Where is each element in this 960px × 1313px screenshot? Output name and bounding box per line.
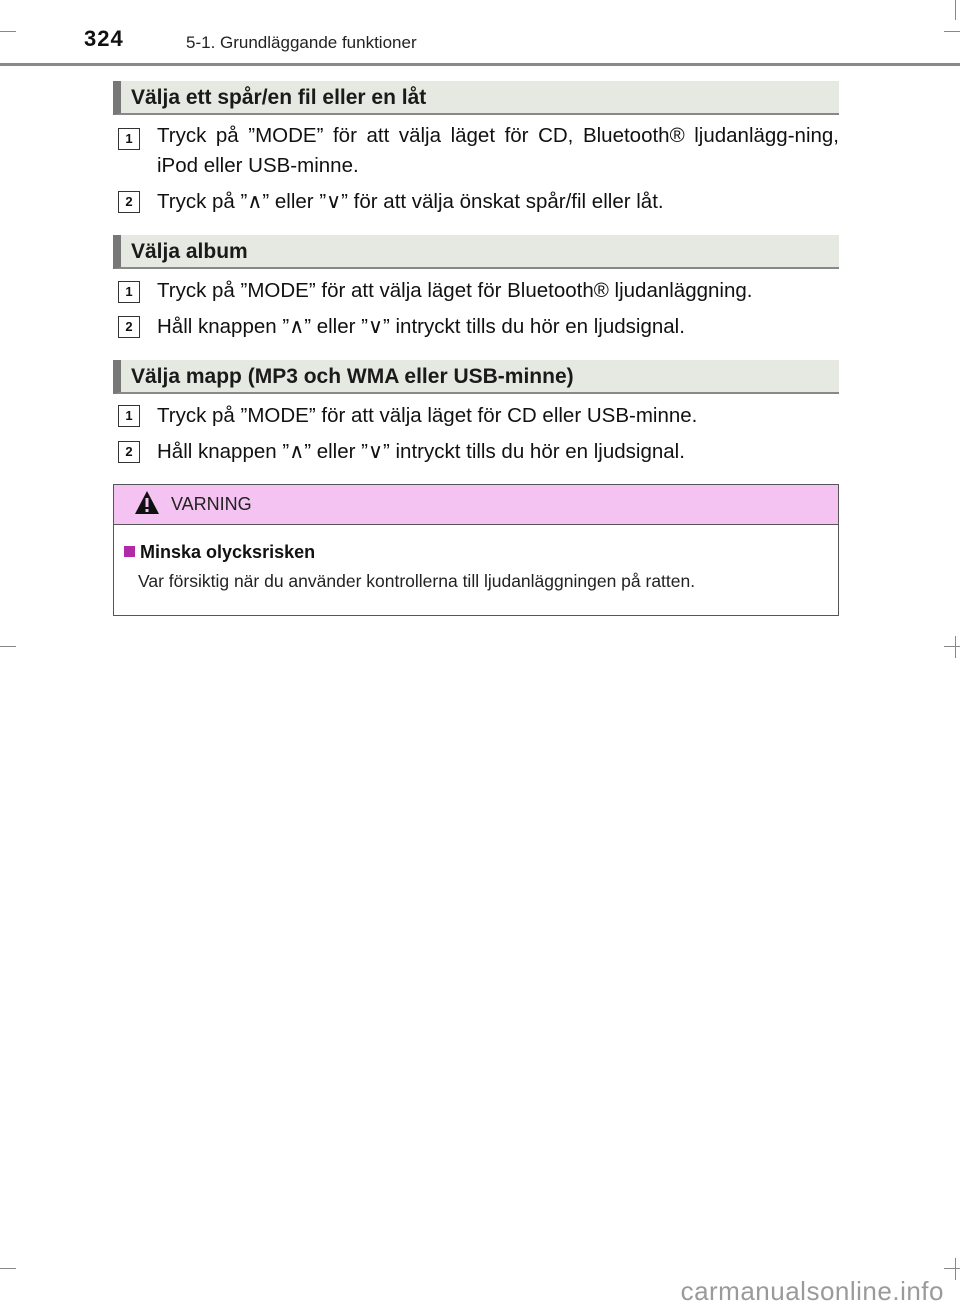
step-text: Tryck på ”∧” eller ”∨” för att välja önskat spår/fil eller låt. — [157, 190, 664, 213]
section-title: Välja mapp (MP3 och WMA eller USB-minne) — [113, 360, 839, 394]
step-text: Tryck på ”MODE” för att välja läget för CD, Bluetooth® ljudanlägg-ning, iPod eller USB-minne. — [157, 124, 839, 177]
warning-title — [124, 542, 315, 563]
step-number: 1 — [118, 281, 140, 303]
section-title: Välja ett spår/en fil eller en låt — [113, 81, 839, 115]
step-text: Håll knappen ”∧” eller ”∨” intryckt tills du hör en ljudsignal. — [157, 315, 685, 338]
page-number: 324 — [84, 26, 124, 51]
crop-mark — [955, 636, 956, 658]
crop-mark — [0, 646, 16, 647]
bullet-square-icon — [124, 546, 135, 557]
step-number: 2 — [118, 441, 140, 463]
warning-label: VARNING — [171, 494, 252, 514]
step-number: 2 — [118, 316, 140, 338]
step-text: Tryck på ”MODE” för att välja läget för Bluetooth® ljudanläggning. — [157, 279, 753, 302]
crop-mark — [955, 0, 956, 20]
warning-title-text: Minska olycksrisken — [140, 542, 316, 562]
header-rule — [0, 63, 960, 66]
crop-mark — [955, 1258, 956, 1280]
crop-mark — [944, 646, 960, 647]
step-number: 1 — [118, 405, 140, 427]
step-text: Tryck på ”MODE” för att välja läget för CD eller USB-minne. — [157, 404, 698, 427]
step-text: Håll knappen ”∧” eller ”∨” intryckt tills du hör en ljudsignal. — [157, 440, 685, 463]
crop-mark — [0, 31, 16, 32]
warning-triangle-icon — [134, 490, 160, 521]
warning-box — [113, 484, 839, 616]
section-title: Välja album — [113, 235, 839, 269]
watermark: carmanualsonline.info — [680, 1276, 944, 1306]
step-number: 2 — [118, 191, 140, 213]
warning-header — [114, 485, 838, 525]
crop-mark — [944, 1268, 960, 1269]
crop-mark — [944, 31, 960, 32]
running-head: 5-1. Grundläggande funktioner — [186, 33, 417, 52]
crop-mark — [0, 1268, 16, 1269]
warning-text: Var försiktig när du använder kontrollerna till ljudanläggningen på ratten. — [138, 571, 696, 591]
step-number: 1 — [118, 128, 140, 150]
